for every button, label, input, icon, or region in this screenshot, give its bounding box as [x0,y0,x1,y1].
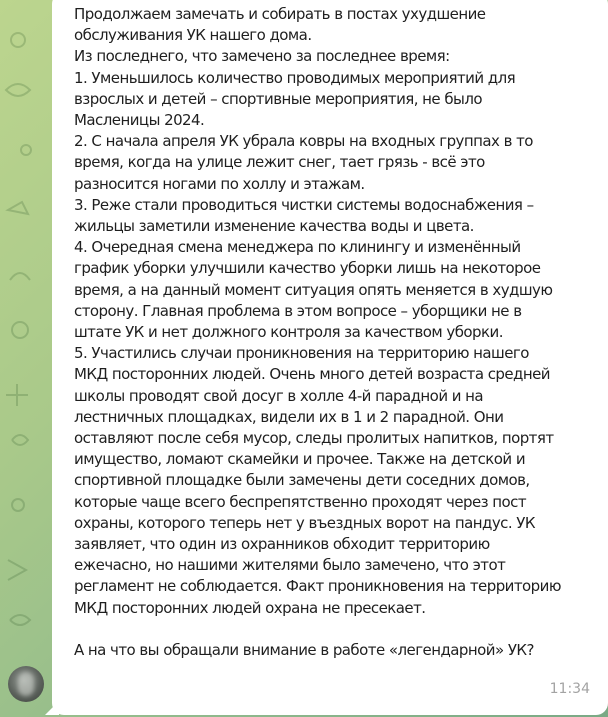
message-time: 11:34 [549,681,590,697]
message-bubble[interactable] [52,0,608,715]
message-text: Продолжаем замечать и собирать в постах ухудшение обслуживания УК нашего дома. Из последнего, что замечено за последнее время: 1. Уменьшилось количество проводимых мероприятий для взрослых и детей – спортивные мероприятия, не было Масленицы 2024. 2. С начала апреля УК убрала ковры на входных группах в то время, когда на улице лежит снег, тает грязь - всё это разносится ногами по холлу и этажам. 3. Реже стали проводиться чистки системы водоснабжения – жильцы заметили изменение качества воды и цвета. 4. Очередная смена менеджера по клинингу и изменённый график уборки улучшили качество уборки лишь на некоторое время, а на данный момент ситуация опять меняется в худшую сторону. Главная проблема в этом вопросе – уборщики не в штате УК и нет должного контроля за качеством уборки. 5. Участились случаи проникновения на территорию нашего МКД посторонних людей. Очень много детей возраста средней школы проводят свой досуг в холле 4-й парадной и на лестничных площадках, видели их в 1 и 2 парадной. Они оставляют после себя мусор, следы пролитых напитков, портят имущество, ломают скамейки и прочее. Также на детской и спортивной площадке были замечены дети соседних домов, которые чаще всего беспрепятственно проходят через пост охраны, которого теперь нет у въездных ворот на пандус. УК заявляет, что один из охранников обходит территорию ежечасно, но нашими жителями было замечено, что этот регламент не соблюдается. Факт проникновения на территорию МКД посторонних людей охрана не пресекает. А на что вы обращали внимание в работе «легендарной» УК? [74,5,561,660]
sender-avatar[interactable] [8,666,44,702]
